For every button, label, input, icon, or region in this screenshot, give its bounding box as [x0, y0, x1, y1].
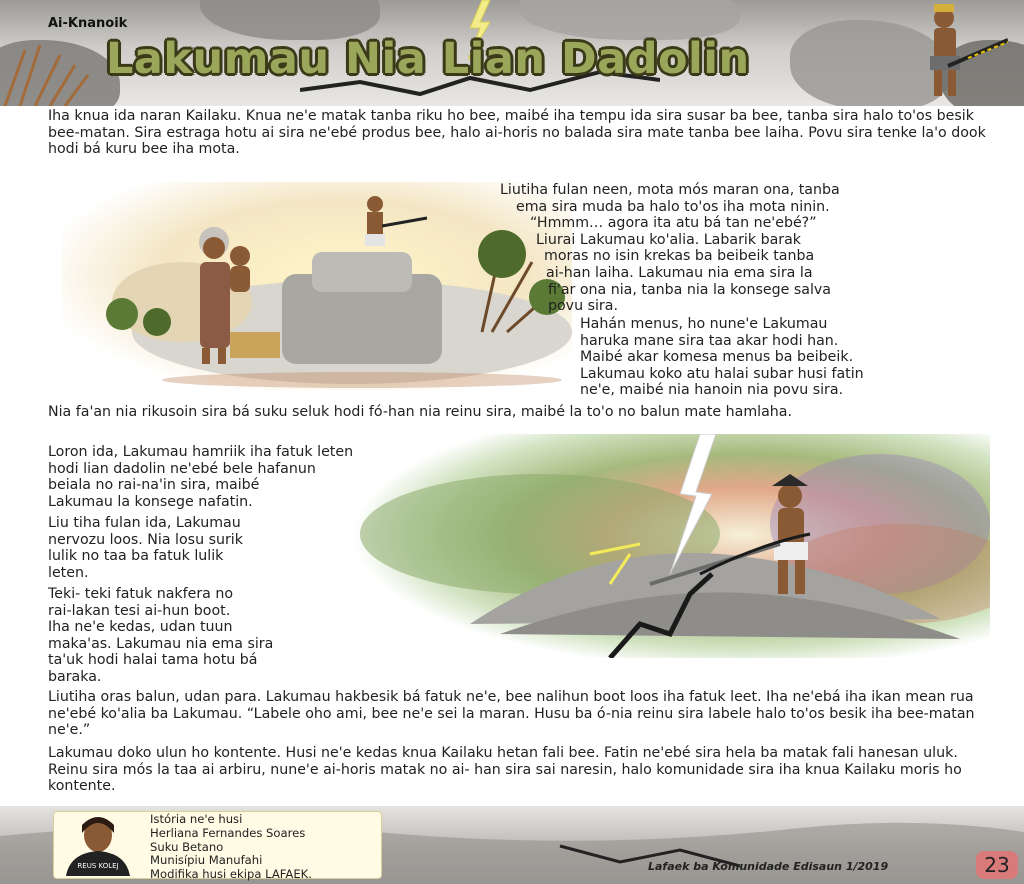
text-line: Hahán menus, ho nune'e Lakumau	[580, 316, 828, 332]
page-number: 23	[976, 851, 1018, 879]
text-line: maka'as. Lakumau nia ema sira	[48, 635, 274, 652]
text-line: ne'e, maibé nia hanoin nia povu sira.	[580, 382, 844, 399]
text-line: Lakumau la konsege nafatin.	[48, 493, 253, 510]
text-line: “Hmmm… agora ita atu bá tan ne'ebé?”	[530, 215, 817, 232]
story-paragraph-2	[490, 182, 990, 315]
king-lakumau-illustration	[908, 0, 1008, 104]
text-line: Iha ne'e kedas, udan tuun	[48, 619, 233, 636]
text-line: Liutiha fulan neen, mota mós maran ona, tanba	[500, 182, 840, 198]
story-paragraph-7	[48, 586, 348, 686]
story-paragraph-3	[580, 316, 990, 399]
dry-grass-illustration	[0, 40, 90, 106]
story-title: Lakumau Nia Lian Dadolin	[106, 34, 750, 84]
text-line: Liurai Lakumau ko'alia. Labarik barak	[536, 231, 802, 248]
publication-name: Lafaek ba Komunidade Edisaun 1/2019	[648, 860, 889, 873]
text-line: beiala no rai-na'in sira, maibé	[48, 477, 260, 494]
text-line: povu sira.	[548, 298, 618, 315]
text-line: Teki- teki fatuk nakfera no	[48, 586, 234, 602]
text-line: nervozu loos. Nia losu surik	[48, 531, 243, 548]
text-line: fi'ar ona nia, tanba nia la konsege salva	[548, 281, 832, 298]
text-line: ai-han laiha. Lakumau nia ema sira la	[546, 264, 813, 281]
credit-line: Herliana Fernandes Soares	[150, 825, 306, 840]
credit-line: Modifika husi ekipa LAFAEK.	[150, 867, 312, 882]
credit-line: Suku Betano	[150, 839, 224, 854]
credit-lines	[150, 813, 312, 882]
shirt-text: REUS KOLEJ	[77, 862, 119, 870]
author-avatar	[60, 813, 136, 876]
text-line: lulik no taa ba fatuk lulik	[48, 548, 224, 565]
story-paragraph-9: Lakumau doko ulun ho kontente. Husi ne'e kedas knua Kailaku hetan fali bee. Fatin ne'ebé sira hela ba matak fali hanesan uluk. Reinu sira mós la taa ai arbiru, nune'e ai-horis matak no ai- han sira sai naresin, halo komunidade sira iha knua Kailaku moris ho kontente.	[48, 745, 962, 795]
story-paragraph-8: Liutiha oras balun, udan para. Lakumau hakbesik bá fatuk ne'e, bee nalihun boot loos iha fatuk leet. Iha ne'ebá iha ikan mean rua ne'ebé ko'alia ba Lakumau. “Labele oho ami, bee ne'e sei la maran. Husu ba ó-nia reinu sira labele halo to'os besik iha bee-matan ne'e.”	[48, 689, 975, 739]
text-line: Maibé akar komesa menus ba beibeik.	[580, 349, 854, 366]
text-line: hodi lian dadolin ne'ebé bele hafanun	[48, 460, 316, 477]
story-paragraph-4: Nia fa'an nia rikusoin sira bá suku seluk hodi fó-han nia reinu sira, maibé la to'o no balun mate hamlaha.	[48, 404, 792, 420]
text-line: leten.	[48, 564, 89, 581]
text-line: moras no isin krekas ba beibeik tanba	[544, 248, 815, 265]
story-paragraph-5	[48, 444, 488, 510]
story-paragraph-1: Iha knua ida naran Kailaku. Knua ne'e matak tanba riku ho bee, maibé iha tempu ida sira susar ba bee, tanba sira halo to'os besik bee-matan. Sira estraga hotu ai sira ne'ebé produs bee, halo ai-horis no balada sira mate tanba bee laiha. Povu sira tenke la'o dook hodi bá kuru bee iha mota.	[48, 108, 986, 158]
credit-line: Istória ne'e husi	[150, 812, 243, 826]
story-paragraph-6	[48, 515, 348, 581]
section-label: Ai-Knanoik	[48, 16, 128, 31]
text-line: Liu tiha fulan ida, Lakumau	[48, 515, 241, 531]
text-line: haruka mane sira taa akar hodi han.	[580, 332, 839, 349]
text-line: baraka.	[48, 668, 102, 685]
text-line: ema sira muda ba halo to'os iha mota ninin.	[516, 198, 830, 215]
text-line: Lakumau koko atu halai subar husi fatin	[580, 365, 864, 382]
credit-line: Munisípiu Manufahi	[150, 853, 263, 868]
text-line: Loron ida, Lakumau hamriik iha fatuk leten	[48, 444, 354, 460]
text-line: rai-lakan tesi ai-hun boot.	[48, 602, 231, 619]
text-line: ta'uk hodi halai tama hotu bá	[48, 652, 258, 669]
